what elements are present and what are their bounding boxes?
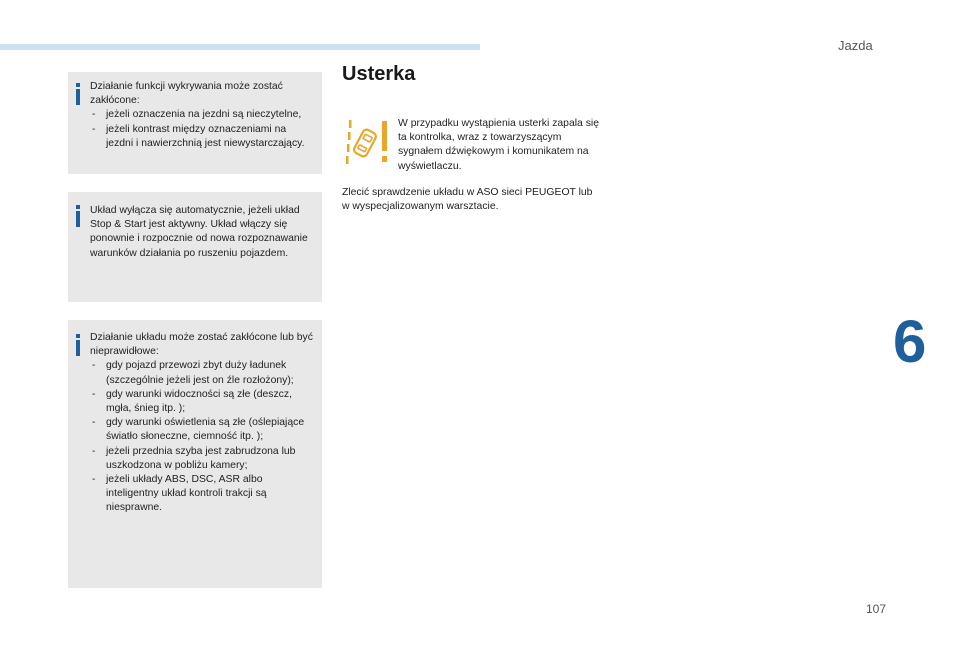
info-icon [74, 83, 82, 105]
chapter-number: 6 [893, 308, 927, 375]
list-item: - jeżeli kontrast między oznaczeniami na jezdni i nawierzchnią jest niewystarczający. [90, 123, 314, 151]
list-item: - jeżeli oznaczenia na jezdni są nieczytelne, [90, 108, 314, 122]
warning-description: W przypadku wystąpienia usterki zapala się ta kontrolka, wraz z towarzyszącym sygnałem dźwiękowym i komunikatem na wyświetlaczu. [398, 118, 599, 172]
list-item: - gdy warunki widoczności są złe (deszcz, mgła, śnieg itp. ); [90, 388, 314, 416]
service-instruction: Zlecić sprawdzenie układu w ASO sieci PEUGEOT lub w wyspecjalizowanym warsztacie. [342, 187, 593, 213]
info-box-detection [68, 72, 322, 174]
list-item: - gdy warunki oświetlenia są złe (oślepiające światło słoneczne, ciemność itp. ); [90, 416, 314, 444]
info-box-intro: Działanie układu może zostać zakłócone lub być nieprawidłowe: [90, 332, 313, 358]
info-icon [74, 205, 82, 227]
info-icon [74, 334, 82, 356]
section-title: Usterka [342, 63, 416, 85]
info-box-list [90, 108, 314, 151]
info-box-intro: Układ wyłącza się automatycznie, jeżeli układ Stop & Start jest aktywny. Układ włączy się ponownie i rozpocznie od nowa rozpoznawanie warunków działania po ruszeniu pojazdem. [90, 205, 308, 259]
info-box-intro: Działanie funkcji wykrywania może zostać zakłócone: [90, 81, 283, 107]
lane-departure-warning-icon [343, 118, 393, 166]
list-item: - jeżeli przednia szyba jest zabrudzona lub uszkodzona w pobliżu kamery; [90, 445, 314, 473]
info-box-disruptions [68, 320, 322, 588]
header-section-title: Jazda [838, 38, 873, 53]
header-accent-bar [0, 44, 480, 50]
page-number: 107 [866, 602, 887, 616]
list-item: - jeżeli układy ABS, DSC, ASR albo inteligentny układ kontroli trakcji są niesprawne. [90, 473, 314, 516]
info-box-stop-start [68, 192, 322, 302]
list-item: - gdy pojazd przewozi zbyt duży ładunek (szczególnie jeżeli jest on źle rozłożony); [90, 359, 314, 387]
info-box-list [90, 359, 314, 515]
